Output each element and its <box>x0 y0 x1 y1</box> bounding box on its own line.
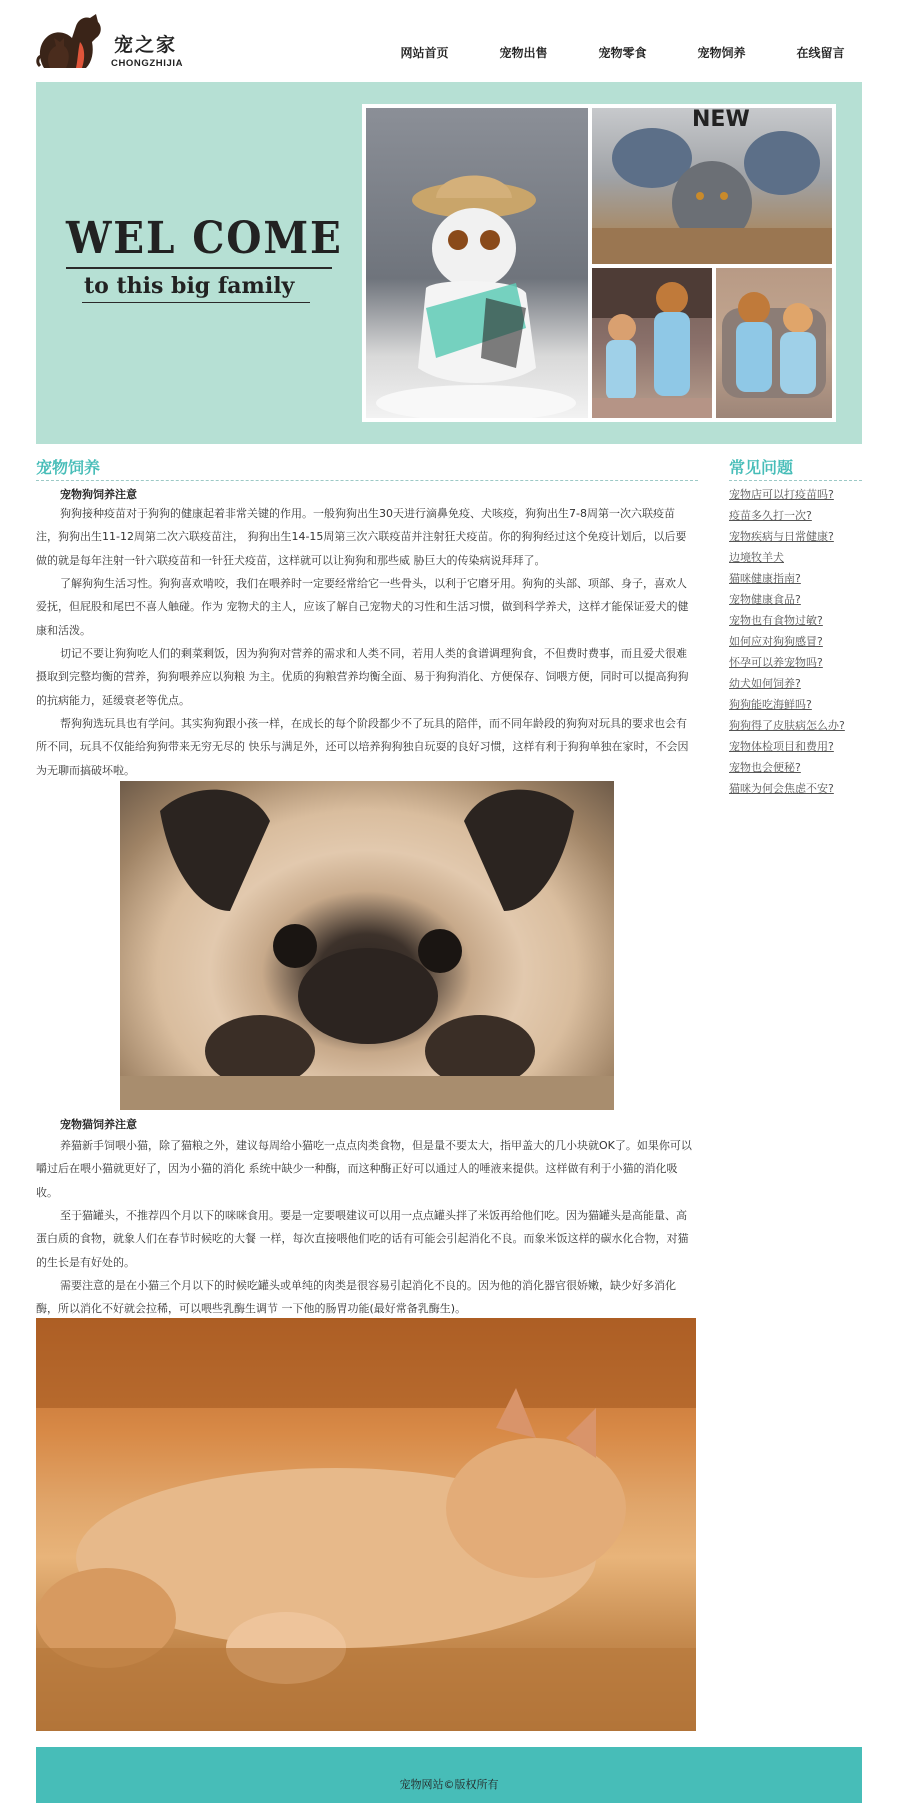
faq-item <box>729 587 879 608</box>
faq-link-constipation[interactable]: 宠物也会便秘? <box>729 761 801 774</box>
faq-item <box>729 713 879 734</box>
section-title-pet-care: 宠物饲养 <box>36 458 101 477</box>
faq-item <box>729 482 879 503</box>
faq-link-dog-cold[interactable]: 如何应对狗狗感冒? <box>729 635 823 648</box>
faq-link-border-collie[interactable]: 边境牧羊犬 <box>729 551 784 564</box>
nav-pet-sale[interactable]: 宠物出售 <box>499 46 548 60</box>
faq-item <box>729 650 879 671</box>
pug-photo <box>120 781 614 1110</box>
faq-item <box>729 629 879 650</box>
welcome-underline <box>82 302 310 303</box>
nav-message[interactable]: 在线留言 <box>796 46 845 60</box>
faq-item <box>729 503 879 524</box>
logo-english-name: CHONGZHIJIA <box>111 58 184 69</box>
dog-paragraph-food: 切记不要让狗狗吃人们的剩菜剩饭，因为狗狗对营养的需求和人类不同，若用人类的食谱调理狗食，不但费时费事，而且爱犬很难摄取到完整均衡的营养，狗狗喂养应以狗粮 为主。优质的狗粮营养均衡全面、易于狗狗消化、方便保存、饲喂方便，同时可以提高狗狗的抗病能力，延缓衰老等优点。 <box>36 647 689 707</box>
welcome-subtitle: to this big family <box>84 273 295 299</box>
faq-item <box>729 545 879 566</box>
faq-link-cat-anxiety[interactable]: 猫咪为何会焦虑不安? <box>729 782 834 795</box>
copyright-text: 宠物网站©版权所有 <box>399 1778 499 1791</box>
faq-link-food-allergy[interactable]: 宠物也有食物过敏? <box>729 614 823 627</box>
faq-item <box>729 692 879 713</box>
dog-paragraph-habits: 了解狗狗生活习性。狗狗喜欢啃咬，我们在喂养时一定要经常给它一些骨头，以利于它磨牙用。狗狗的头部、项部、身子，喜欢人爱抚，但屁股和尾巴不喜人触碰。作为 宠物犬的主人，应该了解自己宠物犬的习性和生活习惯，做到科学养犬，这样才能保证爱犬的健康和活泼。 <box>36 577 689 637</box>
faq-divider <box>729 480 862 481</box>
faq-title: 常见问题 <box>729 458 794 477</box>
faq-item <box>729 608 879 629</box>
faq-item <box>729 566 879 587</box>
cat-with-gloves-photo <box>592 108 832 264</box>
dog-and-child-on-chair-photo <box>716 268 832 418</box>
faq-link-vaccine-frequency[interactable]: 疫苗多久打一次? <box>729 509 812 522</box>
welcome-banner <box>36 82 862 444</box>
cat-dog-logo-icon <box>36 8 106 74</box>
faq-item <box>729 524 879 545</box>
faq-link-disease-health[interactable]: 宠物疾病与日常健康? <box>729 530 834 543</box>
logo-chinese-name: 宠之家 <box>114 34 178 56</box>
nav-pet-care[interactable]: 宠物饲养 <box>697 46 746 60</box>
faq-item <box>729 755 879 776</box>
faq-item <box>729 734 879 755</box>
welcome-divider <box>66 267 332 269</box>
nav-home[interactable]: 网站首页 <box>400 46 449 60</box>
faq-list <box>729 482 879 797</box>
cat-with-hat-photo <box>366 108 588 418</box>
site-footer <box>36 1747 862 1803</box>
sleeping-cat-photo <box>36 1318 696 1731</box>
faq-item <box>729 671 879 692</box>
faq-link-cat-health[interactable]: 猫咪健康指南? <box>729 572 801 585</box>
welcome-title: WEL COME <box>66 213 343 264</box>
cat-paragraph-canned-food: 至于猫罐头，不推荐四个月以下的咪咪食用。要是一定要喂建议可以用一点点罐头拌了米饭再给他们吃。因为猫罐头是高能量、高蛋白质的食物，就象人们在春节时候吃的大餐 一样，每次直接喂他们吃的话有可能会引起消化不良。而象米饭这样的碳水化合物，对猫的生长是有好处的。 <box>36 1209 689 1269</box>
faq-item <box>729 776 879 797</box>
faq-link-seafood[interactable]: 狗狗能吃海鲜吗? <box>729 698 812 711</box>
section-divider <box>36 480 698 481</box>
site-header <box>0 0 898 82</box>
cat-paragraph-digestion: 需要注意的是在小猫三个月以下的时候吃罐头或单纯的肉类是很容易引起消化不良的。因为他的消化器官很娇嫩，缺少好多消化酶，所以消化不好就会拉稀，可以喂些乳酶生调节 一下他的肠胃功能(最好常备乳酶生)。 <box>36 1279 676 1316</box>
cat-care-heading: 宠物猫饲养注意 <box>60 1118 137 1131</box>
faq-link-checkup-cost[interactable]: 宠物体检项目和费用? <box>729 740 834 753</box>
faq-link-skin-disease[interactable]: 狗狗得了皮肤病怎么办? <box>729 719 845 732</box>
faq-link-health-food[interactable]: 宠物健康食品? <box>729 593 801 606</box>
faq-link-puppy-care[interactable]: 幼犬如何饲养? <box>729 677 801 690</box>
welcome-text-block <box>66 213 343 303</box>
faq-link-vaccine-at-store[interactable]: 宠物店可以打疫苗吗? <box>729 488 834 501</box>
main-nav <box>375 44 870 61</box>
dog-paragraph-toys: 帮狗狗选玩具也有学问。其实狗狗跟小孩一样，在成长的每个阶段都少不了玩具的陪伴，而不同年龄段的狗狗对玩具的要求也会有所不同，玩具不仅能给狗狗带来无穷无尽的 快乐与满足外，还可以培养狗狗独自玩耍的良好习惯，这样有利于狗狗单独在家时，不会因为无聊而搞破坏啦。 <box>36 717 689 777</box>
nav-pet-snacks[interactable]: 宠物零食 <box>598 46 647 60</box>
svg-text:NEW: NEW <box>692 108 750 132</box>
cat-paragraph-feeding: 养猫新手饲喂小猫，除了猫粮之外，建议每周给小猫吃一点点肉类食物，但是量不要太大，指甲盖大的几小块就OK了。如果你可以嚼过后在喂小猫就更好了，因为小猫的消化 系统中缺少一种酶，而这种酶正好可以通过人的唾液来提供。这样做有利于小猫的消化吸收。 <box>36 1139 692 1199</box>
faq-link-pregnancy-pets[interactable]: 怀孕可以养宠物吗? <box>729 656 823 669</box>
dog-paragraph-vaccine: 狗狗接种疫苗对于狗狗的健康起着非常关键的作用。一般狗狗出生30天进行滴鼻免疫、犬咳疫，狗狗出生7-8周第一次六联疫苗注，狗狗出生11-12周第二次六联疫苗注， 狗狗出生14-15周第三次六联疫苗并注射狂犬疫苗。你的狗狗经过这个免疫计划后，以后要做的就是每年注射一针六联疫苗和一针狂犬疫苗，这样就可以让狗狗和那些威 胁巨大的传染病说拜拜了。 <box>36 507 687 567</box>
dog-care-heading: 宠物狗饲养注意 <box>60 488 137 501</box>
pet-photo-collage <box>362 104 836 422</box>
child-with-dog-photo <box>592 268 712 418</box>
site-logo[interactable] <box>36 8 196 74</box>
